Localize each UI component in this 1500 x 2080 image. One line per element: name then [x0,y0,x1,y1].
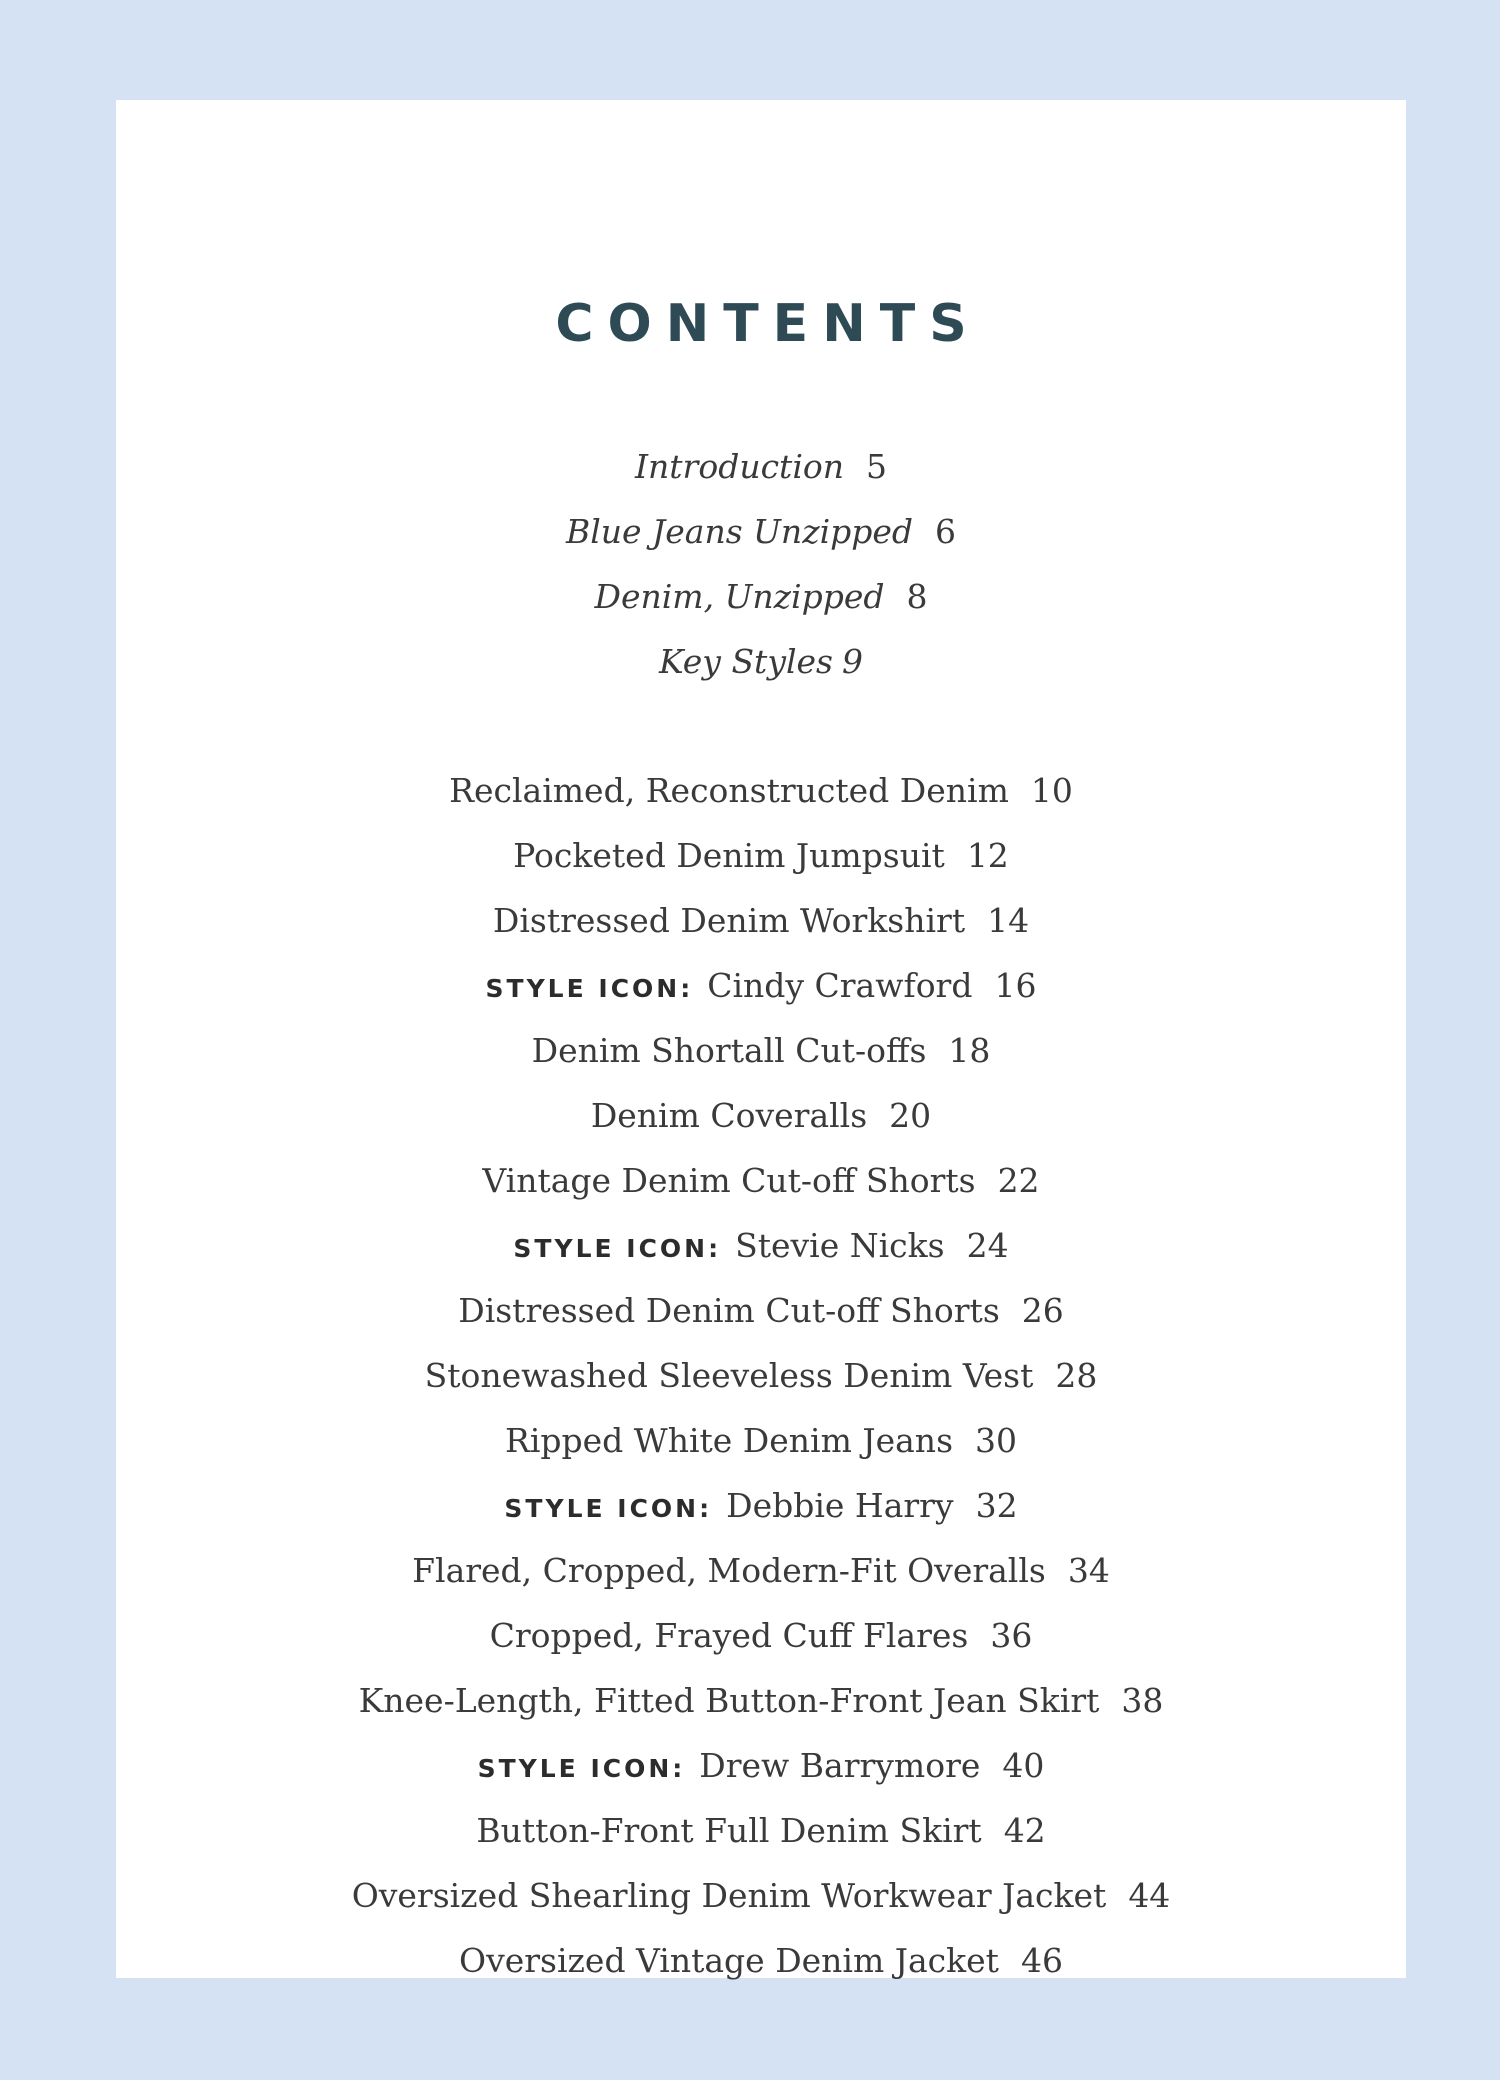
style-icon-entry[interactable] [116,1213,1406,1278]
entry-title: Button-Front Full Denim Skirt [476,1811,982,1850]
entry-page-number: 28 [1055,1356,1098,1395]
entry-title: Reclaimed, Reconstructed Denim [449,771,1009,810]
entry-page-number: 14 [987,901,1030,940]
entry-title: Cropped, Frayed Cuff Flares [489,1616,969,1655]
toc-entry[interactable] [116,1603,1406,1668]
entry-title: Distressed Denim Workshirt [492,901,966,940]
toc-entry[interactable] [116,1083,1406,1148]
style-icon-entry[interactable] [116,1473,1406,1538]
entry-title: Blue Jeans Unzipped [565,512,914,551]
entry-page-number: 20 [889,1096,932,1135]
entry-title: Oversized Vintage Denim Jacket [459,1941,999,1980]
toc-entry[interactable] [116,1863,1406,1928]
entry-title: Denim Coveralls [590,1096,868,1135]
entry-page-number: 24 [966,1226,1009,1265]
entry-title: Drew Barrymore [699,1746,981,1785]
toc-entry[interactable] [116,823,1406,888]
entry-page-number: 30 [975,1421,1017,1460]
entry-page-number: 26 [1021,1291,1064,1330]
entry-title: Pocketed Denim Jumpsuit [513,836,945,875]
toc-entry[interactable] [116,1928,1406,1993]
style-icon-label: STYLE ICON: [485,974,694,1003]
toc-entry[interactable] [116,629,1406,694]
style-icon-label: STYLE ICON: [513,1234,722,1263]
entry-title: Knee-Length, Fitted Button-Front Jean Skirt [358,1681,1100,1720]
entry-page-number: 36 [990,1616,1033,1655]
entry-page-number: 12 [966,836,1009,875]
entry-page-number: 8 [906,577,928,616]
entry-page-number: 5 [866,447,887,486]
entry-title: Vintage Denim Cut-off Shorts [482,1161,976,1200]
chapter-list [116,758,1406,1993]
entry-page-number: 44 [1128,1876,1171,1915]
entry-title: Flared, Cropped, Modern-Fit Overalls [412,1551,1046,1590]
entry-page-number: 22 [997,1161,1040,1200]
style-icon-label: STYLE ICON: [477,1754,686,1783]
style-icon-entry[interactable] [116,1733,1406,1798]
toc-entry[interactable] [116,758,1406,823]
entry-page-number: 9 [841,642,863,681]
entry-page-number: 34 [1067,1551,1110,1590]
entry-title: Stevie Nicks [735,1226,945,1265]
toc-entry[interactable] [116,1538,1406,1603]
entry-page-number: 6 [935,512,957,551]
entry-title: Denim, Unzipped [594,577,885,616]
style-icon-label: STYLE ICON: [504,1494,713,1523]
contents-page [116,100,1406,1978]
entry-title: Introduction [635,447,844,486]
toc-entry[interactable] [116,1018,1406,1083]
toc-entry[interactable] [116,1408,1406,1473]
entry-title: Oversized Shearling Denim Workwear Jacket [351,1876,1107,1915]
front-matter-list [116,434,1406,694]
toc-entry[interactable] [116,1148,1406,1213]
entry-page-number: 40 [1002,1746,1045,1785]
entry-title: Distressed Denim Cut-off Shorts [458,1291,1000,1330]
page-title: CONTENTS [555,294,981,354]
toc-entry[interactable] [116,434,1406,499]
toc-entry[interactable] [116,1798,1406,1863]
entry-page-number: 18 [948,1031,991,1070]
entry-page-number: 38 [1121,1681,1164,1720]
entry-page-number: 42 [1003,1811,1046,1850]
entry-title: Cindy Crawford [707,966,973,1005]
style-icon-entry[interactable] [116,953,1406,1018]
entry-title: Stonewashed Sleeveless Denim Vest [424,1356,1034,1395]
toc-entry[interactable] [116,1668,1406,1733]
toc-entry[interactable] [116,499,1406,564]
entry-title: Denim Shortall Cut-offs [531,1031,927,1070]
entry-page-number: 16 [994,966,1037,1005]
toc-entry[interactable] [116,888,1406,953]
entry-page-number: 32 [975,1486,1018,1525]
entry-title: Ripped White Denim Jeans [505,1421,953,1460]
toc-entry[interactable] [116,1343,1406,1408]
entry-page-number: 46 [1020,1941,1063,1980]
entry-title: Debbie Harry [726,1486,954,1525]
entry-page-number: 10 [1030,771,1073,810]
toc-entry[interactable] [116,1278,1406,1343]
entry-title: Key Styles [659,642,833,681]
toc-entry[interactable] [116,564,1406,629]
